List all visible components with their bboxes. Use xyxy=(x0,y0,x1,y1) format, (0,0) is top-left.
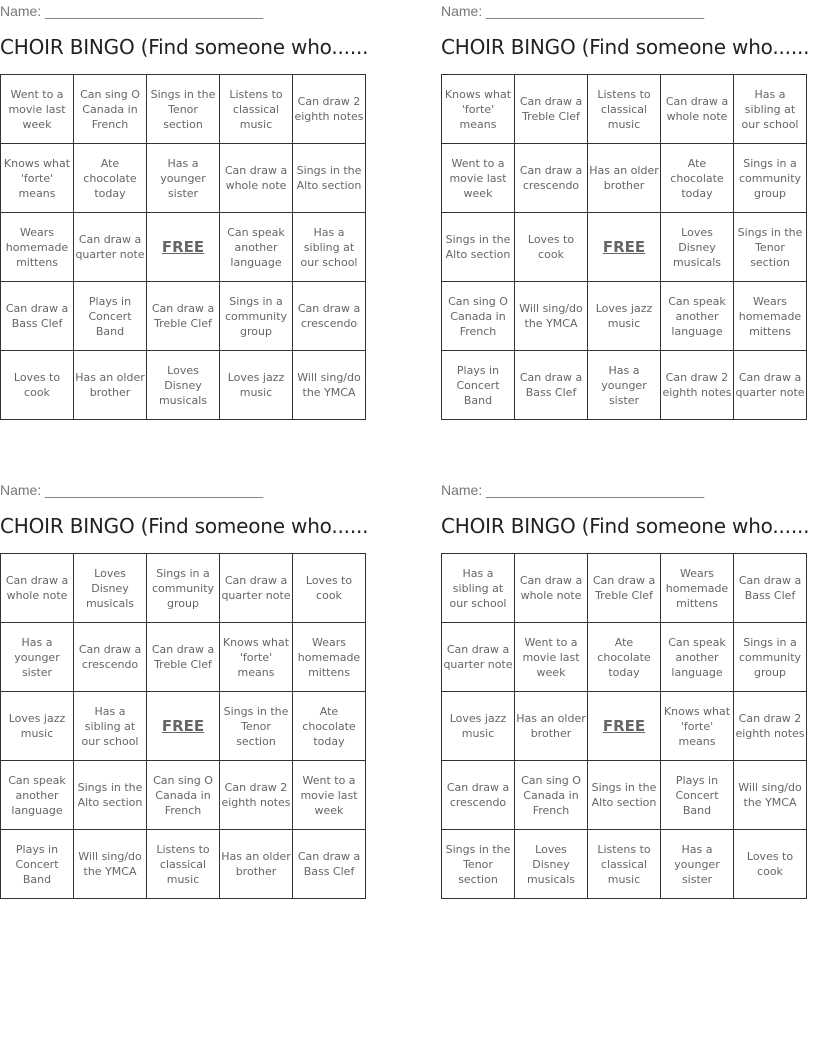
bingo-square: Plays in Concert Band xyxy=(1,830,74,899)
bingo-grid xyxy=(0,74,366,420)
bingo-square: Sings in a community group xyxy=(220,282,293,351)
bingo-square: Sings in the Tenor section xyxy=(442,830,515,899)
bingo-square: Loves Disney musicals xyxy=(515,830,588,899)
grid-row xyxy=(442,351,807,420)
card-title: CHOIR BINGO (Find someone who...... xyxy=(0,514,369,538)
grid-row xyxy=(1,554,366,623)
bingo-square: Has an older brother xyxy=(588,144,661,213)
bingo-square: Can sing O Canada in French xyxy=(147,761,220,830)
free-square: FREE xyxy=(147,692,220,761)
grid-row xyxy=(1,75,366,144)
bingo-square: Has an older brother xyxy=(515,692,588,761)
bingo-square: Loves jazz music xyxy=(442,692,515,761)
bingo-square: Loves Disney musicals xyxy=(147,351,220,420)
bingo-square: Plays in Concert Band xyxy=(74,282,147,351)
bingo-card-1 xyxy=(0,1,375,420)
bingo-square: Loves jazz music xyxy=(1,692,74,761)
bingo-square: Can draw 2 eighth notes xyxy=(220,761,293,830)
bingo-square: Ate chocolate today xyxy=(588,623,661,692)
bingo-square: Loves Disney musicals xyxy=(74,554,147,623)
bingo-square: Can draw 2 eighth notes xyxy=(734,692,807,761)
bingo-square: Can draw a Treble Clef xyxy=(515,75,588,144)
bingo-square: Sings in the Alto section xyxy=(442,213,515,282)
grid-row xyxy=(442,692,807,761)
free-square: FREE xyxy=(147,213,220,282)
bingo-card-4 xyxy=(441,480,816,899)
bingo-square: Can sing O Canada in French xyxy=(442,282,515,351)
grid-row xyxy=(1,144,366,213)
grid-row xyxy=(1,623,366,692)
bingo-grid xyxy=(0,553,366,899)
bingo-grid xyxy=(441,74,807,420)
bingo-card-3 xyxy=(0,480,375,899)
bingo-square: Can speak another language xyxy=(1,761,74,830)
grid-row xyxy=(442,282,807,351)
bingo-square: Ate chocolate today xyxy=(293,692,366,761)
bingo-square: Can draw a quarter note xyxy=(220,554,293,623)
bingo-square: Has a sibling at our school xyxy=(293,213,366,282)
bingo-square: Has a younger sister xyxy=(147,144,220,213)
bingo-square: Has a sibling at our school xyxy=(74,692,147,761)
card-title: CHOIR BINGO (Find someone who...... xyxy=(441,514,810,538)
bingo-square: Can draw a crescendo xyxy=(74,623,147,692)
bingo-square: Sings in a community group xyxy=(147,554,220,623)
bingo-square: Sings in the Tenor section xyxy=(220,692,293,761)
bingo-square: Can draw a quarter note xyxy=(442,623,515,692)
bingo-square: Sings in a community group xyxy=(734,144,807,213)
bingo-square: Sings in the Alto section xyxy=(74,761,147,830)
bingo-square: Knows what 'forte' means xyxy=(442,75,515,144)
bingo-square: Loves to cook xyxy=(734,830,807,899)
bingo-square: Can draw 2 eighth notes xyxy=(293,75,366,144)
bingo-square: Can draw a whole note xyxy=(661,75,734,144)
name-line: Name: ____________________________ xyxy=(0,482,264,498)
bingo-square: Can draw a Treble Clef xyxy=(147,623,220,692)
grid-row xyxy=(1,213,366,282)
bingo-square: Has an older brother xyxy=(74,351,147,420)
bingo-square: Can draw a Bass Clef xyxy=(734,554,807,623)
grid-row xyxy=(1,761,366,830)
bingo-square: Can draw a whole note xyxy=(515,554,588,623)
bingo-square: Will sing/do the YMCA xyxy=(293,351,366,420)
bingo-square: Ate chocolate today xyxy=(661,144,734,213)
bingo-square: Loves Disney musicals xyxy=(661,213,734,282)
bingo-square: Loves to cook xyxy=(515,213,588,282)
bingo-square: Sings in a community group xyxy=(734,623,807,692)
grid-row xyxy=(442,75,807,144)
bingo-square: Will sing/do the YMCA xyxy=(515,282,588,351)
bingo-square: Has an older brother xyxy=(220,830,293,899)
bingo-square: Can draw a Bass Clef xyxy=(293,830,366,899)
bingo-square: Can sing O Canada in French xyxy=(515,761,588,830)
bingo-square: Went to a movie last week xyxy=(293,761,366,830)
bingo-square: Knows what 'forte' means xyxy=(220,623,293,692)
bingo-square: Loves to cook xyxy=(293,554,366,623)
bingo-square: Can draw a quarter note xyxy=(734,351,807,420)
grid-row xyxy=(1,830,366,899)
bingo-square: Sings in the Alto section xyxy=(588,761,661,830)
bingo-square: Wears homemade mittens xyxy=(293,623,366,692)
bingo-square: Plays in Concert Band xyxy=(661,761,734,830)
grid-row xyxy=(442,144,807,213)
bingo-square: Can draw a crescendo xyxy=(293,282,366,351)
name-line: Name: ____________________________ xyxy=(441,482,705,498)
bingo-square: Sings in the Alto section xyxy=(293,144,366,213)
bingo-square: Can draw a quarter note xyxy=(74,213,147,282)
free-square: FREE xyxy=(588,213,661,282)
bingo-square: Ate chocolate today xyxy=(74,144,147,213)
bingo-square: Can speak another language xyxy=(661,623,734,692)
bingo-square: Listens to classical music xyxy=(220,75,293,144)
bingo-square: Can draw a Treble Clef xyxy=(588,554,661,623)
bingo-square: Has a younger sister xyxy=(1,623,74,692)
grid-row xyxy=(442,623,807,692)
bingo-square: Went to a movie last week xyxy=(442,144,515,213)
grid-row xyxy=(442,761,807,830)
bingo-card-2 xyxy=(441,1,816,420)
bingo-square: Listens to classical music xyxy=(588,75,661,144)
bingo-square: Went to a movie last week xyxy=(1,75,74,144)
bingo-square: Loves jazz music xyxy=(220,351,293,420)
bingo-square: Can draw a whole note xyxy=(1,554,74,623)
name-line: Name: ____________________________ xyxy=(441,3,705,19)
bingo-square: Went to a movie last week xyxy=(515,623,588,692)
bingo-square: Can draw a crescendo xyxy=(442,761,515,830)
card-title: CHOIR BINGO (Find someone who...... xyxy=(0,35,369,59)
bingo-square: Can sing O Canada in French xyxy=(74,75,147,144)
bingo-square: Wears homemade mittens xyxy=(734,282,807,351)
bingo-square: Will sing/do the YMCA xyxy=(74,830,147,899)
name-line: Name: ____________________________ xyxy=(0,3,264,19)
bingo-square: Wears homemade mittens xyxy=(1,213,74,282)
bingo-square: Listens to classical music xyxy=(588,830,661,899)
bingo-square: Can speak another language xyxy=(220,213,293,282)
card-title: CHOIR BINGO (Find someone who...... xyxy=(441,35,810,59)
bingo-square: Can draw 2 eighth notes xyxy=(661,351,734,420)
free-square: FREE xyxy=(588,692,661,761)
grid-row xyxy=(442,554,807,623)
bingo-square: Loves jazz music xyxy=(588,282,661,351)
bingo-square: Has a sibling at our school xyxy=(734,75,807,144)
bingo-square: Can draw a crescendo xyxy=(515,144,588,213)
bingo-square: Plays in Concert Band xyxy=(442,351,515,420)
grid-row xyxy=(442,830,807,899)
bingo-square: Has a younger sister xyxy=(588,351,661,420)
bingo-square: Listens to classical music xyxy=(147,830,220,899)
bingo-square: Loves to cook xyxy=(1,351,74,420)
bingo-square: Can draw a Bass Clef xyxy=(1,282,74,351)
grid-row xyxy=(1,282,366,351)
bingo-square: Knows what 'forte' means xyxy=(1,144,74,213)
bingo-square: Sings in the Tenor section xyxy=(147,75,220,144)
bingo-square: Can draw a Bass Clef xyxy=(515,351,588,420)
grid-row xyxy=(1,692,366,761)
grid-row xyxy=(1,351,366,420)
bingo-square: Wears homemade mittens xyxy=(661,554,734,623)
bingo-square: Can draw a whole note xyxy=(220,144,293,213)
bingo-square: Knows what 'forte' means xyxy=(661,692,734,761)
grid-row xyxy=(442,213,807,282)
bingo-grid xyxy=(441,553,807,899)
bingo-square: Has a younger sister xyxy=(661,830,734,899)
bingo-square: Will sing/do the YMCA xyxy=(734,761,807,830)
bingo-square: Sings in the Tenor section xyxy=(734,213,807,282)
bingo-square: Can speak another language xyxy=(661,282,734,351)
bingo-square: Has a sibling at our school xyxy=(442,554,515,623)
bingo-square: Can draw a Treble Clef xyxy=(147,282,220,351)
